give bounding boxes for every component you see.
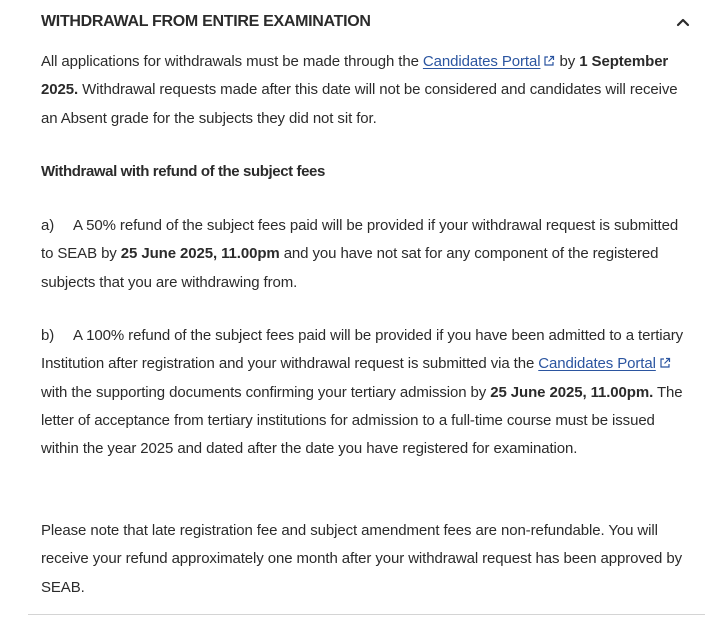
refund-deadline: 25 June 2025, 11.00pm: [120, 245, 280, 263]
intro-text: All applications for withdrawals must be made through the: [41, 53, 423, 70]
intro-text: Withdrawal requests made after this date will not be considered and candidates will receive an Absent grade for the subjects they did not sit for.: [41, 81, 678, 127]
accordion-header[interactable]: [28, 0, 705, 46]
accordion-title: WITHDRAWAL FROM ENTIRE EXAMINATION: [41, 13, 371, 30]
external-link-icon: [543, 55, 555, 67]
candidates-portal-link[interactable]: Candidates Portal: [422, 53, 541, 70]
withdrawal-deadline: 1 September 2025.: [41, 53, 669, 99]
intro-paragraph: [41, 48, 691, 133]
refund-item-a: [41, 212, 691, 297]
refund-deadline: 25 June 2025, 11.00pm.: [490, 383, 654, 401]
item-text: A 50% refund of the subject fees paid will be provided if your withdrawal request is submitted to SEAB by: [41, 217, 679, 263]
withdrawal-accordion: [28, 0, 705, 615]
item-label: a): [41, 217, 55, 234]
item-text: and you have not sat for any component of the registered subjects that you are withdrawing from.: [41, 245, 659, 291]
candidates-portal-link[interactable]: Candidates Portal: [538, 355, 656, 373]
item-label: b): [41, 327, 55, 344]
item-text: with the supporting documents confirming your tertiary admission by: [41, 383, 491, 401]
intro-text: by: [555, 53, 580, 70]
refund-item-b: [41, 322, 691, 463]
chevron-up-icon[interactable]: [676, 15, 690, 29]
external-link-icon: [659, 357, 671, 369]
item-text: The letter of acceptance from tertiary institutions for admission to a full-time course must be issued within the year 2025 and dated after the date you have registered for examination.: [41, 383, 683, 458]
item-text: A 100% refund of the subject fees paid will be provided if you have been admitted to a tertiary Institution after registration and your withdrawal request is submitted via the: [41, 327, 684, 373]
refund-heading: Withdrawal with refund of the subject fees: [41, 163, 325, 180]
refund-note: Please note that late registration fee and subject amendment fees are non-refundable. You will receive your refund approximately one month after your withdrawal request has been approved by SEAB.: [41, 522, 682, 596]
